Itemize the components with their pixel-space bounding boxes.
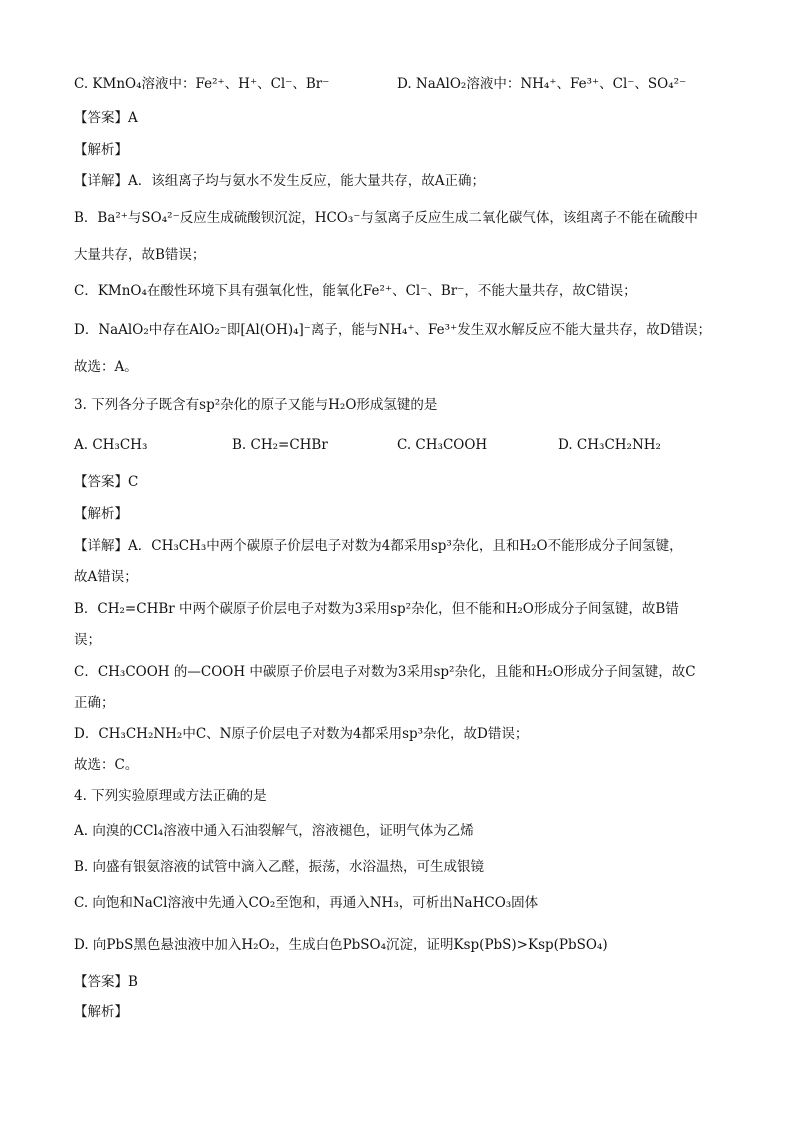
q4-analysis-label: 【解析】 bbox=[74, 1004, 128, 1020]
q2-detail-c: C．KMnO₄在酸性环境下具有强氧化性，能氧化Fe²⁺、Cl⁻、Br⁻，不能大量共存，故C错误； bbox=[74, 283, 637, 299]
q3-detail-a-line2: 故A错误； bbox=[74, 569, 138, 585]
q3-detail-c-line1: C．CH₃COOH 的—COOH 中碳原子价层电子对数为3采用sp²杂化，且能和H₂O形成分子间氢键，故C bbox=[74, 664, 696, 680]
q3-option-c: C. CH₃COOH bbox=[397, 437, 488, 453]
q2-option-d: D. NaAlO₂溶液中：NH₄⁺、Fe³⁺、Cl⁻、SO₄²⁻ bbox=[397, 76, 687, 92]
q3-analysis-label: 【解析】 bbox=[74, 506, 128, 522]
q3-detail-d: D．CH₃CH₂NH₂中C、N原子价层电子对数为4都采用sp³杂化，故D错误； bbox=[74, 726, 529, 742]
q3-detail-b-line2: 误； bbox=[74, 632, 101, 648]
q4-option-b: B. 向盛有银氨溶液的试管中滴入乙醛，振荡，水浴温热，可生成银镜 bbox=[74, 859, 485, 875]
q3-stem: 3. 下列各分子既含有sp²杂化的原子又能与H₂O形成氢键的是 bbox=[74, 397, 438, 413]
q3-detail-c-line2: 正确； bbox=[74, 695, 115, 711]
q4-option-a: A. 向溴的CCl₄溶液中通入石油裂解气，溶液褪色，证明气体为乙烯 bbox=[74, 823, 474, 839]
q3-detail-a-line1: 【详解】A．CH₃CH₃中两个碳原子价层电子对数为4都采用sp³杂化，且和H₂O不能形成分子间氢键， bbox=[74, 538, 683, 554]
q2-option-c: C. KMnO₄溶液中：Fe²⁺、H⁺、Cl⁻、Br⁻ bbox=[74, 76, 330, 92]
q4-answer: 【答案】B bbox=[74, 974, 138, 990]
q3-option-a: A. CH₃CH₃ bbox=[74, 437, 148, 453]
q2-detail-b-line1: B．Ba²⁺与SO₄²⁻反应生成硫酸钡沉淀，HCO₃⁻与氢离子反应生成二氧化碳气体，该组离子不能在硫酸中 bbox=[74, 210, 698, 226]
q3-conclusion: 故选：C。 bbox=[74, 757, 139, 773]
q4-stem: 4. 下列实验原理或方法正确的是 bbox=[74, 788, 267, 804]
q2-detail-b-line2: 大量共存，故B错误； bbox=[74, 247, 206, 263]
q3-detail-b-line1: B．CH₂=CHBr 中两个碳原子价层电子对数为3采用sp²杂化，但不能和H₂O形成分子间氢键，故B错 bbox=[74, 601, 679, 617]
q2-detail-d: D．NaAlO₂中存在AlO₂⁻即[Al(OH)₄]⁻离子，能与NH₄⁺、Fe³⁺发生双水解反应不能大量共存，故D错误； bbox=[74, 322, 712, 338]
q3-answer: 【答案】C bbox=[74, 474, 139, 490]
q4-option-c: C. 向饱和NaCl溶液中先通入CO₂至饱和，再通入NH₃，可析出NaHCO₃固体 bbox=[74, 895, 539, 911]
q3-option-d: D. CH₃CH₂NH₂ bbox=[558, 437, 661, 453]
q3-option-b: B. CH₂=CHBr bbox=[232, 437, 328, 453]
q2-detail-a: 【详解】A．该组离子均与氨水不发生反应，能大量共存，故A正确； bbox=[74, 173, 485, 189]
q2-answer: 【答案】A bbox=[74, 110, 138, 126]
q2-conclusion: 故选：A。 bbox=[74, 359, 138, 375]
q2-analysis-label: 【解析】 bbox=[74, 142, 128, 158]
q4-option-d: D. 向PbS黑色悬浊液中加入H₂O₂，生成白色PbSO₄沉淀，证明Ksp(PbS)>Ksp(PbSO₄) bbox=[74, 937, 608, 953]
